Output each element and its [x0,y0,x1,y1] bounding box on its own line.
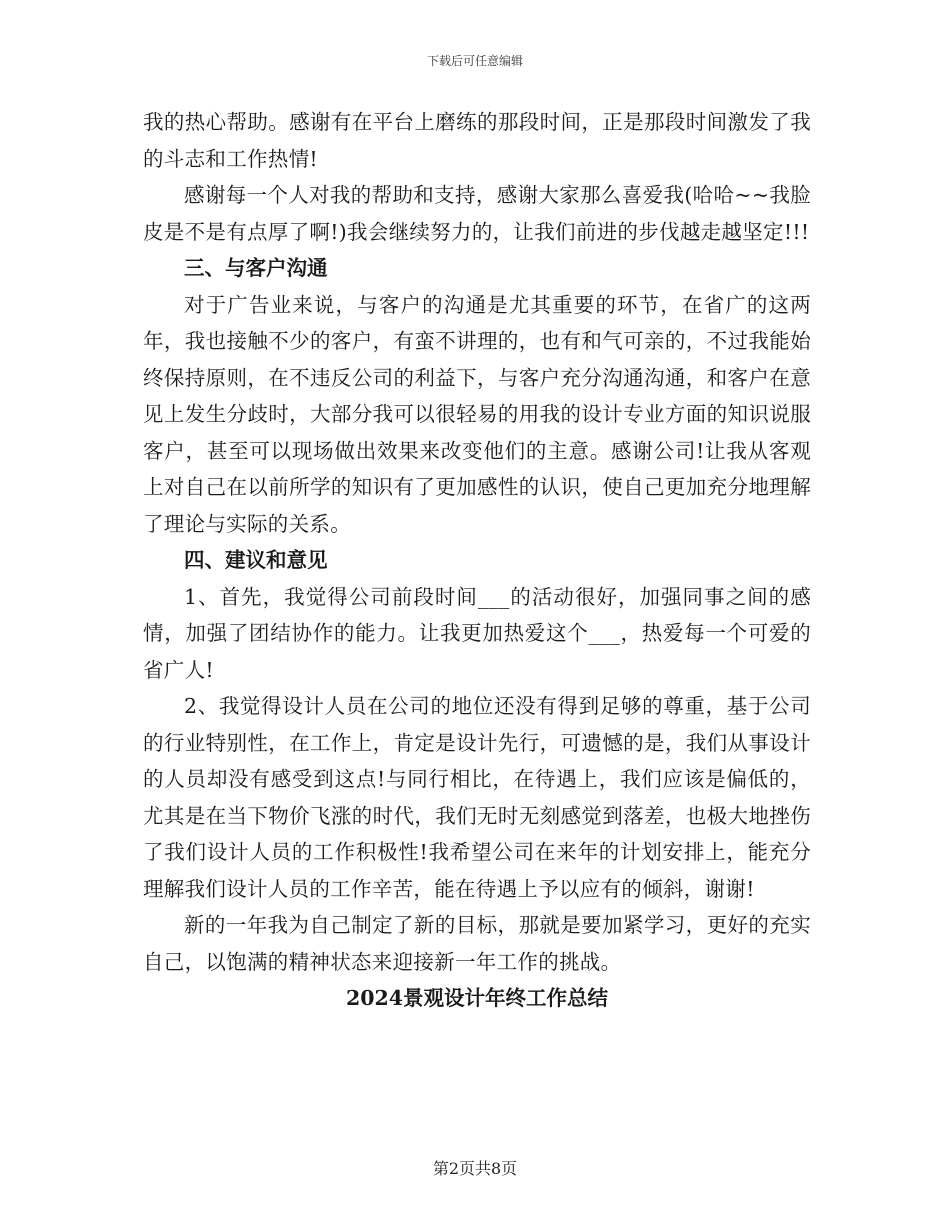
paragraph-suggestion-1: 1、首先，我觉得公司前段时间___的活动很好，加强同事之间的感情，加强了团结协作的能力。让我更加热爱这个___，热爱每一个可爱的省广人! [143,584,811,682]
document-body [143,104,811,1017]
paragraph-continuation: 我的热心帮助。感谢有在平台上磨练的那段时间，正是那段时间激发了我的斗志和工作热情! [143,110,811,171]
paragraph-new-year-goal: 新的一年我为自己制定了新的目标，那就是要加紧学习，更好的充实自己，以饱满的精神状态来迎接新一年工作的挑战。 [143,913,811,974]
paragraph-customer-communication: 对于广告业来说，与客户的沟通是尤其重要的环节，在省广的这两年，我也接触不少的客户，有蛮不讲理的，也有和气可亲的，不过我能始终保持原则，在不违反公司的利益下，与客户充分沟通沟通，和客户在意见上发生分歧时，大部分我可以很轻易的用我的设计专业方面的知识说服客户，甚至可以现场做出效果来改变他们的主意。感谢公司!让我从客观上对自己在以前所学的知识有了更加感性的认识，使自己更加充分地理解了理论与实际的关系。 [143,292,811,536]
section-heading-customer-communication: 三、与客户沟通 [184,256,328,280]
page-number: 第2页共8页 [432,1159,518,1178]
paragraph-suggestion-2: 2、我觉得设计人员在公司的地位还没有得到足够的尊重，基于公司的行业特别性，在工作上，肯定是设计先行，可遗憾的是，我们从事设计的人员却没有感受到这点!与同行相比，在待遇上，我们应该是偏低的，尤其是在当下物价飞涨的时代，我们无时无刻感觉到落差，也极大地挫伤了我们设计人员的工作积极性!我希望公司在来年的计划安排上，能充分理解我们设计人员的工作辛苦，能在待遇上予以应有的倾斜，谢谢! [143,694,811,901]
section-heading-suggestions: 四、建议和意见 [184,548,328,572]
next-document-title: 2024景观设计年终工作总结 [345,986,609,1010]
paragraph-thanks: 感谢每一个人对我的帮助和支持，感谢大家那么喜爱我(哈哈~~我脸皮是不是有点厚了啊!)我会继续努力的，让我们前进的步伐越走越坚定!!! [143,183,811,244]
page-header: 下载后可任意编辑 [426,54,523,68]
